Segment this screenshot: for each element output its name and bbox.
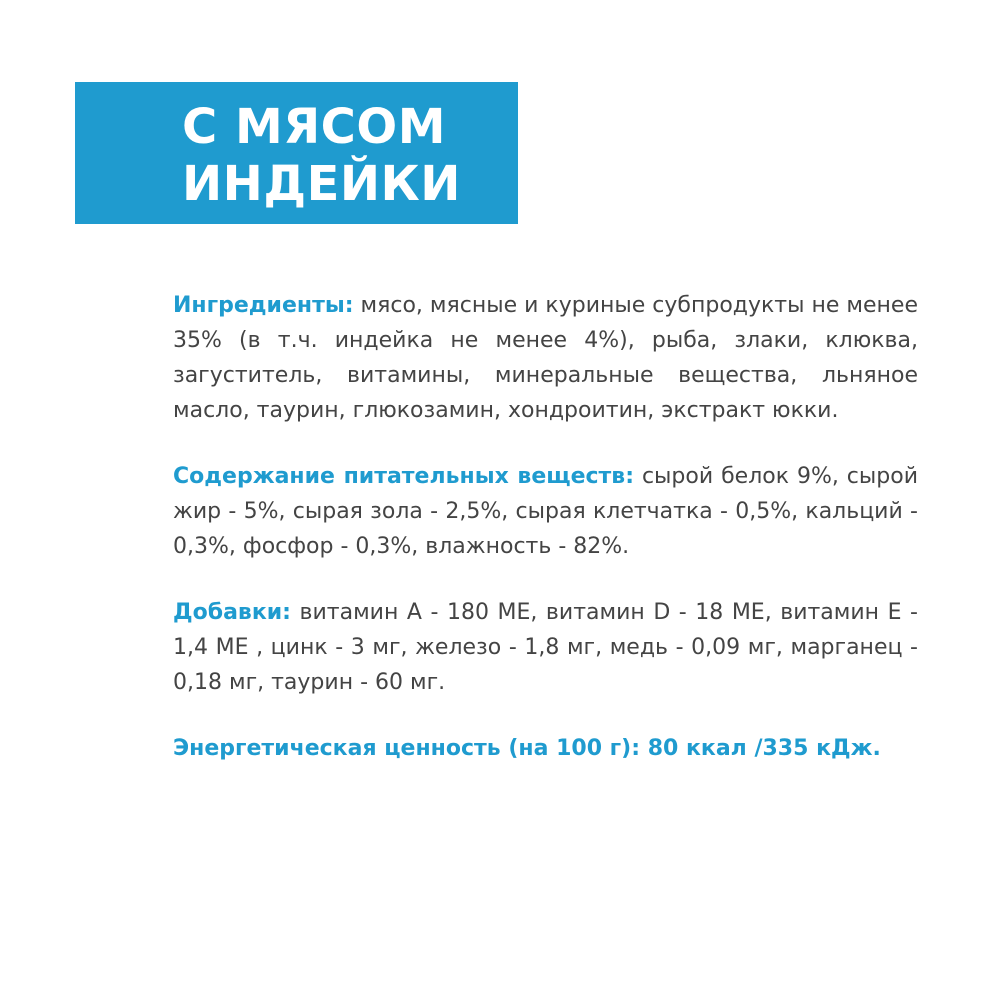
- product-title: [182, 99, 461, 213]
- additives-label: Добавки:: [173, 600, 291, 625]
- energy-label: Энергетическая ценность (на 100 г):: [173, 736, 641, 761]
- ingredients-section: [173, 288, 918, 428]
- product-description: [173, 288, 918, 788]
- title-banner: [75, 82, 518, 224]
- additives-text: витамин А - 180 МЕ, витамин D - 18 МЕ, витамин Е - 1,4 МЕ , цинк - 3 мг, железо - 1,8 мг, медь - 0,09 мг, марганец - 0,18 мг, таурин - 60 мг.: [173, 600, 918, 695]
- ingredients-text: мясо, мясные и куриные субпродукты не менее 35% (в т.ч. индейка не менее 4%), рыба, злаки, клюква, загуститель, витамины, минеральные вещества, льняное масло, таурин, глюкозамин, хондроитин, экстракт юкки.: [173, 293, 918, 423]
- ingredients-label: Ингредиенты:: [173, 293, 354, 318]
- nutrients-label: Содержание питательных веществ:: [173, 464, 634, 489]
- product-title-line-1: С МЯСОМ: [182, 99, 446, 155]
- product-title-line-2: ИНДЕЙКИ: [182, 156, 461, 212]
- energy-value: 80 ккал /335 кДж.: [647, 736, 881, 761]
- banner-torn-edge: [512, 82, 524, 224]
- additives-section: [173, 595, 918, 700]
- energy-section: [173, 731, 918, 766]
- nutrients-text: сырой белок 9%, сырой жир - 5%, сырая зола - 2,5%, сырая клетчатка - 0,5%, кальций - 0,3%, фосфор - 0,3%, влажность - 82%.: [173, 464, 918, 559]
- nutrients-section: [173, 459, 918, 564]
